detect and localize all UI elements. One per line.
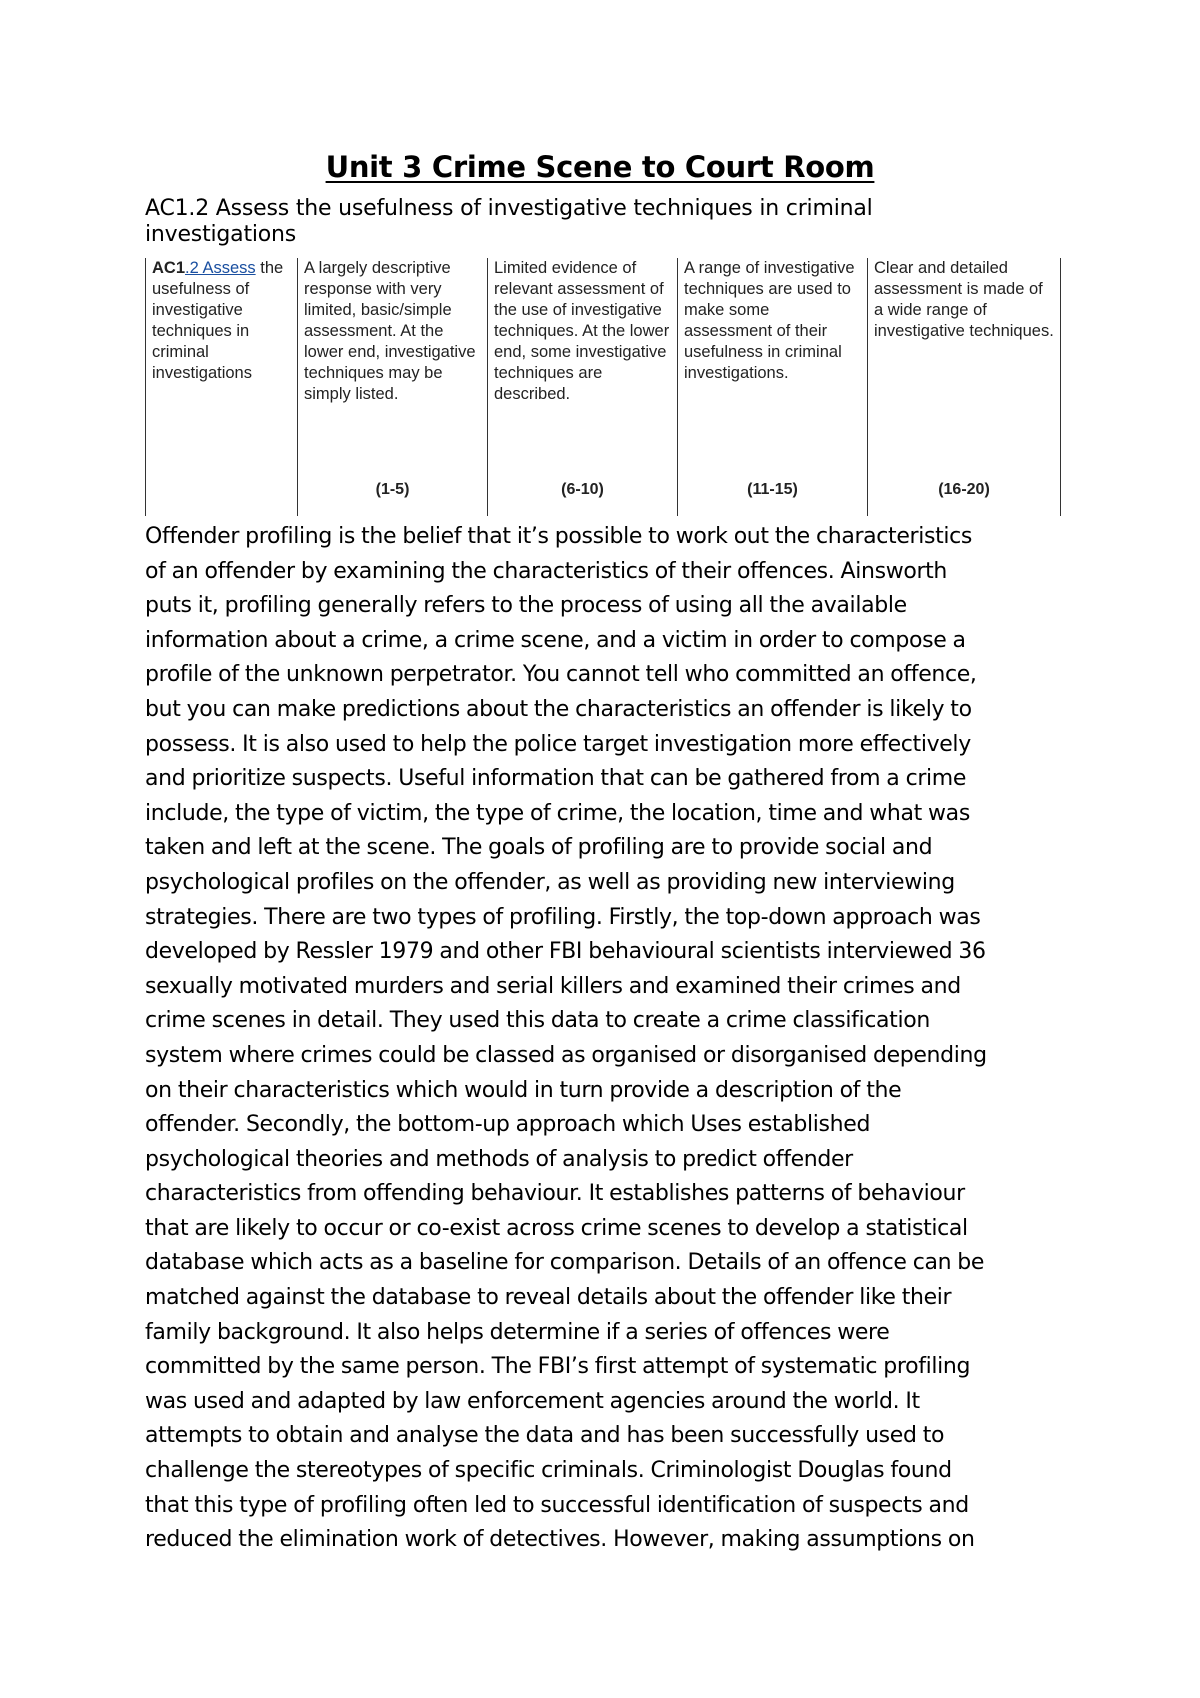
paragraph-line: offender. Secondly, the bottom-up approach which Uses established <box>145 1112 871 1138</box>
rubric-criterion-cell <box>146 258 298 516</box>
paragraph-line: sexually motivated murders and serial killers and examined their crimes and <box>145 973 961 999</box>
band-2-description: Limited evidence of relevant assessment of the use of investigative techniques. At the lower end, some investigative techniques are described. <box>494 259 670 403</box>
band-1-score: (1-5) <box>375 481 410 498</box>
band-4-description: Clear and detailed assessment is made of a wide range of investigative techniques. <box>874 259 1054 340</box>
criterion-code-link[interactable]: .2 Assess <box>185 259 256 277</box>
paragraph-line: psychological profiles on the offender, as well as providing new interviewing <box>145 869 955 895</box>
paragraph-line: but you can make predictions about the characteristics an offender is likely to <box>145 696 972 722</box>
paragraph-line: matched against the database to reveal details about the offender like their <box>145 1285 952 1311</box>
assessment-criterion-heading <box>145 192 1065 252</box>
paragraph-line: information about a crime, a crime scene, and a victim in order to compose a <box>145 627 966 653</box>
paragraph-line: family background. It also helps determine if a series of offences were <box>145 1319 890 1345</box>
page-title: Unit 3 Crime Scene to Court Room <box>325 150 875 184</box>
paragraph-line: system where crimes could be classed as organised or disorganised depending <box>145 1042 987 1068</box>
criterion-description: the usefulness of investigative techniques in criminal investigations <box>152 259 284 382</box>
criterion-code: AC1 <box>152 259 186 277</box>
paragraph-line: puts it, profiling generally refers to the process of using all the available <box>145 593 907 619</box>
essay-body <box>145 520 1060 1558</box>
paragraph-line: characteristics from offending behaviour. It establishes patterns of behaviour <box>145 1181 965 1207</box>
paragraph-line: that are likely to occur or co-exist across crime scenes to develop a statistical <box>145 1215 968 1241</box>
paragraph-line: challenge the stereotypes of specific criminals. Criminologist Douglas found <box>145 1458 952 1484</box>
subtitle-line-1: AC1.2 Assess the usefulness of investigative techniques in criminal <box>145 196 873 221</box>
paragraph-line: committed by the same person. The FBI’s first attempt of systematic profiling <box>145 1354 971 1380</box>
rubric-band-2 <box>488 258 678 516</box>
paragraph-line: possess. It is also used to help the police target investigation more effectively <box>145 731 971 757</box>
rubric-row <box>146 258 1061 516</box>
paragraph-line: Offender profiling is the belief that it’s possible to work out the characteristics <box>145 524 972 549</box>
paragraph-line: that this type of profiling often led to successful identification of suspects and <box>145 1492 969 1518</box>
paragraph-line: taken and left at the scene. The goals of profiling are to provide social and <box>145 835 933 861</box>
marking-rubric-table <box>145 258 1061 516</box>
band-2-score: (6-10) <box>561 481 604 498</box>
band-4-score: (16-20) <box>938 481 990 498</box>
paragraph-line: on their characteristics which would in turn provide a description of the <box>145 1077 902 1103</box>
paragraph-line: profile of the unknown perpetrator. You cannot tell who committed an offence, <box>145 662 977 688</box>
paragraph-line: psychological theories and methods of analysis to predict offender <box>145 1146 853 1172</box>
paragraph-line: include, the type of victim, the type of crime, the location, time and what was <box>145 800 970 826</box>
band-3-score: (11-15) <box>747 481 798 498</box>
paragraph-line: database which acts as a baseline for comparison. Details of an offence can be <box>145 1250 985 1276</box>
rubric-band-4 <box>868 258 1061 516</box>
band-3-description: A range of investigative techniques are used to make some assessment of their usefulness in criminal investigations. <box>684 259 855 382</box>
paragraph-line: developed by Ressler 1979 and other FBI behavioural scientists interviewed 36 <box>145 939 986 965</box>
paragraph-line: and prioritize suspects. Useful information that can be gathered from a crime <box>145 766 967 792</box>
paragraph-line: was used and adapted by law enforcement agencies around the world. It <box>145 1388 920 1414</box>
band-1-description: A largely descriptive response with very limited, basic/simple assessment. At the lower end, investigative techniques may be simply listed. <box>304 259 476 403</box>
rubric-band-1 <box>298 258 488 516</box>
paragraph-line: reduced the elimination work of detectives. However, making assumptions on <box>145 1527 975 1553</box>
paragraph-line: crime scenes in detail. They used this data to create a crime classification <box>145 1008 930 1034</box>
paragraph-line: of an offender by examining the characteristics of their offences. Ainsworth <box>145 558 948 584</box>
rubric-band-3 <box>678 258 868 516</box>
subtitle-line-2: investigations <box>145 222 297 247</box>
paragraph-line: attempts to obtain and analyse the data and has been successfully used to <box>145 1423 945 1449</box>
paragraph-line: strategies. There are two types of profiling. Firstly, the top-down approach was <box>145 904 981 930</box>
